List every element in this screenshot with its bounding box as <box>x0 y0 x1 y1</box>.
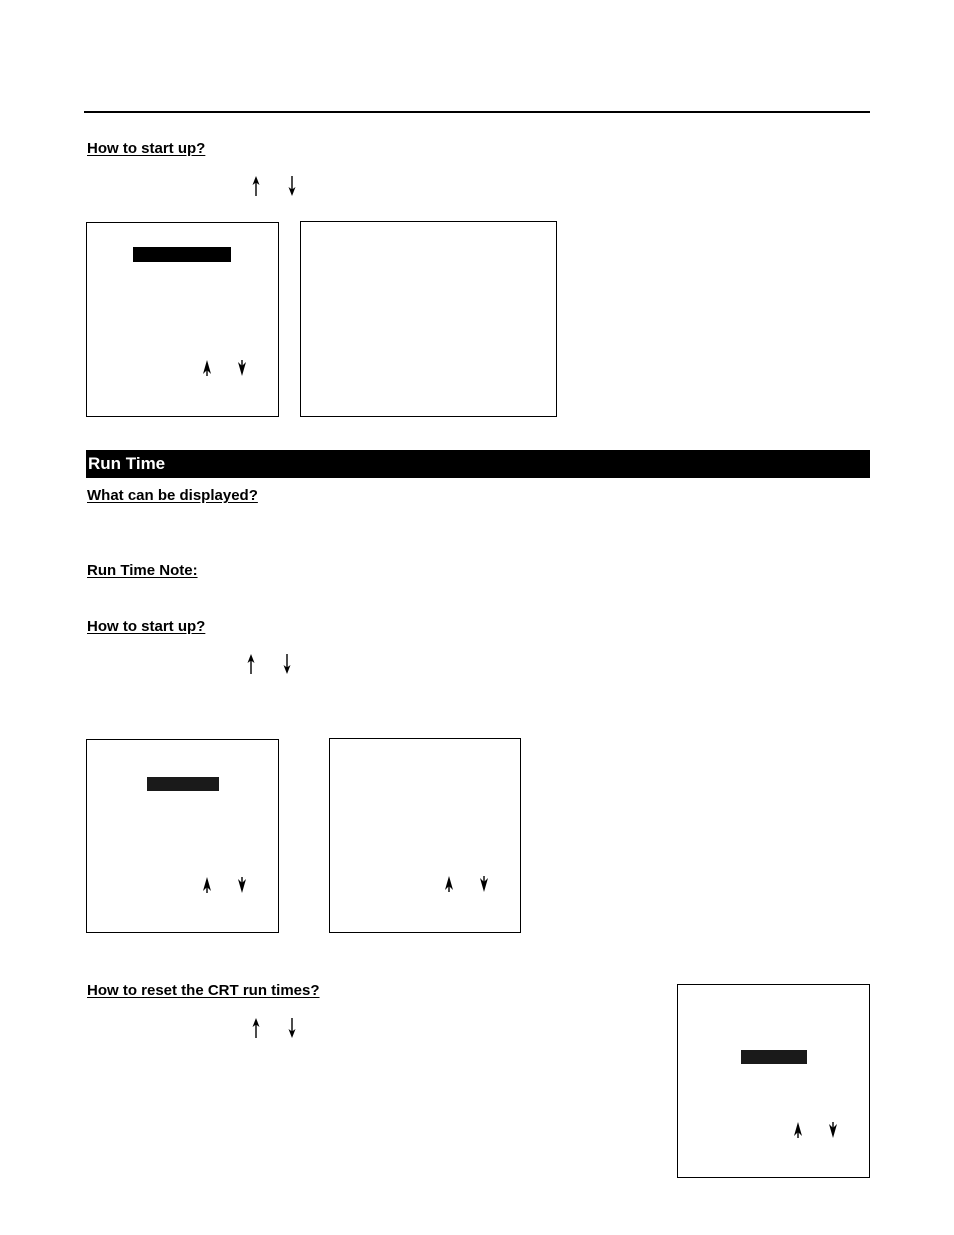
startup-heading-1: How to start up? <box>87 140 206 157</box>
menu-highlight-bar <box>741 1050 807 1064</box>
down-arrow-icon <box>237 874 247 896</box>
down-arrow-icon <box>237 357 247 379</box>
osd-menu-box <box>86 222 279 417</box>
up-arrow-icon <box>793 1119 803 1141</box>
up-arrow-icon <box>202 874 212 896</box>
menu-highlight-bar <box>133 247 231 262</box>
down-arrow-icon <box>287 1017 297 1039</box>
reset-run-times-heading: How to reset the CRT run times? <box>87 982 320 999</box>
startup-heading-2: How to start up? <box>87 618 206 635</box>
top-rule <box>84 111 870 113</box>
up-arrow-icon <box>444 873 454 895</box>
down-arrow-icon <box>282 653 292 675</box>
run-time-note-heading: Run Time Note: <box>87 562 198 579</box>
reset-menu-box <box>677 984 870 1178</box>
run-time-banner: Run Time <box>86 450 870 478</box>
osd-menu-box-2 <box>86 739 279 933</box>
up-arrow-icon <box>251 1017 261 1039</box>
run-time-display-box <box>329 738 521 933</box>
osd-submenu-box <box>300 221 557 417</box>
down-arrow-icon <box>287 175 297 197</box>
down-arrow-icon <box>828 1119 838 1141</box>
up-arrow-icon <box>246 653 256 675</box>
down-arrow-icon <box>479 873 489 895</box>
up-arrow-icon <box>251 175 261 197</box>
what-displayed-heading: What can be displayed? <box>87 487 258 504</box>
menu-highlight-bar <box>147 777 219 791</box>
up-arrow-icon <box>202 357 212 379</box>
